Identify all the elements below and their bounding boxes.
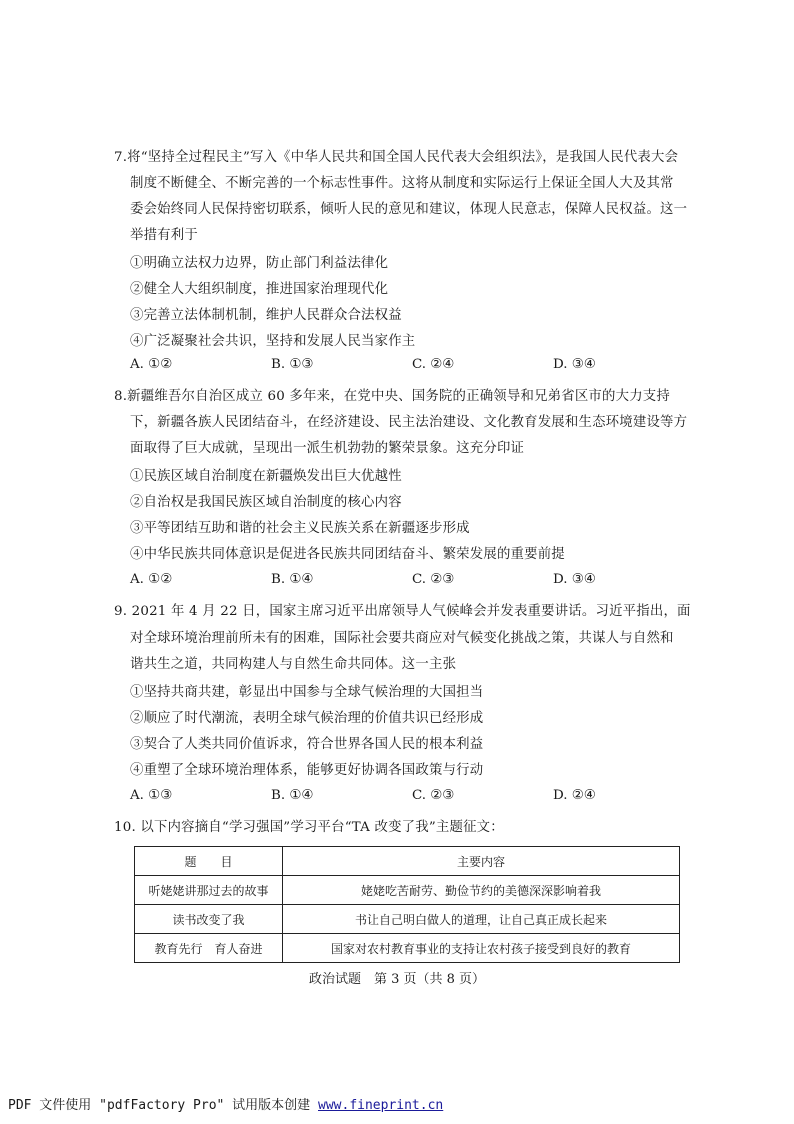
pdf-note-text: PDF 文件使用 "pdfFactory Pro" 试用版本创建 (8, 1098, 319, 1113)
question-10-intro: 10. 以下内容摘自“学习强国”学习平台“TA 改变了我”主题征文： (114, 820, 504, 835)
table-cell-title: 听姥姥讲那过去的故事 (135, 876, 283, 905)
essay-topics-table (134, 846, 680, 963)
question-7-stem-line: 委会始终同人民保持密切联系，倾听人民的意见和建议，体现人民意志，保障人民权益。这一 (130, 202, 688, 217)
question-7-stem-line: 7.将“坚持全过程民主”写入《中华人民共和国全国人民代表大会组织法》，是我国人民代表大会 (114, 150, 679, 165)
table-row (135, 876, 680, 905)
table-header-row (135, 847, 680, 876)
question-8-statement: ③平等团结互助和谐的社会主义民族关系在新疆逐步形成 (130, 521, 470, 536)
question-8-statement: ②自治权是我国民族区域自治制度的核心内容 (130, 495, 402, 510)
question-8-stem-line: 下，新疆各族人民团结奋斗，在经济建设、民主法治建设、文化教育发展和生态环境建设等方 (130, 415, 688, 430)
question-7-stem-line: 制度不断健全、不断完善的一个标志性事件。这将从制度和实际运行上保证全国人大及其常 (130, 176, 674, 191)
question-8-stem-line: 面取得了巨大成就，呈现出一派生机勃勃的繁荣景象。这充分印证 (130, 441, 525, 456)
option-b[interactable]: B. ①④ (271, 788, 314, 803)
table-row (135, 934, 680, 963)
page-footer: 政治试题 第 3 页（共 8 页） (308, 972, 486, 987)
option-b[interactable]: B. ①③ (271, 357, 314, 372)
question-7-statement: ①明确立法权力边界，防止部门利益法律化 (130, 256, 389, 271)
option-b[interactable]: B. ①④ (271, 572, 314, 587)
fineprint-link[interactable]: www.fineprint.cn (318, 1098, 444, 1113)
question-9-statement: ①坚持共商共建，彰显出中国参与全球气候治理的大国担当 (130, 685, 484, 700)
table-cell-title: 教育先行 育人奋进 (135, 934, 283, 963)
option-c[interactable]: C. ②③ (412, 572, 455, 587)
question-9-stem-line: 对全球环境治理前所未有的困难，国际社会要共商应对气候变化挑战之策，共谋人与自然和 (130, 631, 674, 646)
option-c[interactable]: C. ②③ (412, 788, 455, 803)
table-cell-content: 国家对农村教育事业的支持让农村孩子接受到良好的教育 (283, 934, 680, 963)
question-9-statement: ③契合了人类共同价值诉求，符合世界各国人民的根本利益 (130, 737, 484, 752)
question-7-statement: ④广泛凝聚社会共识，坚持和发展人民当家作主 (130, 334, 416, 349)
question-8-statement: ④中华民族共同体意识是促进各民族共同团结奋斗、繁荣发展的重要前提 (130, 547, 565, 562)
table-row (135, 905, 680, 934)
question-7-statement: ③完善立法体制机制，维护人民群众合法权益 (130, 308, 402, 323)
option-c[interactable]: C. ②④ (412, 357, 455, 372)
option-a[interactable]: A. ①② (130, 357, 173, 372)
option-d[interactable]: D. ③④ (553, 357, 596, 372)
table-cell-title: 读书改变了我 (135, 905, 283, 934)
question-7-stem-line: 举措有利于 (130, 228, 198, 243)
question-8-statement: ①民族区域自治制度在新疆焕发出巨大优越性 (130, 469, 402, 484)
question-9-statement: ②顺应了时代潮流，表明全球气候治理的价值共识已经形成 (130, 711, 484, 726)
table-cell-content: 姥姥吃苦耐劳、勤俭节约的美德深深影响着我 (283, 876, 680, 905)
table-header-cell: 题 目 (135, 847, 283, 876)
option-a[interactable]: A. ①③ (130, 788, 173, 803)
question-7-statement: ②健全人大组织制度，推进国家治理现代化 (130, 282, 389, 297)
question-9-stem-line: 谐共生之道，共同构建人与自然生命共同体。这一主张 (130, 657, 457, 672)
option-d[interactable]: D. ②④ (553, 788, 596, 803)
question-9-stem-line: 9. 2021 年 4 月 22 日，国家主席习近平出席领导人气候峰会并发表重要讲话。习近平指出，面 (114, 604, 691, 619)
question-9-statement: ④重塑了全球环境治理体系，能够更好协调各国政策与行动 (130, 763, 484, 778)
table-header-cell: 主要内容 (283, 847, 680, 876)
pdf-creator-note (8, 1094, 443, 1113)
table-cell-content: 书让自己明白做人的道理，让自己真正成长起来 (283, 905, 680, 934)
question-8-stem-line: 8.新疆维吾尔自治区成立 60 多年来，在党中央、国务院的正确领导和兄弟省区市的大力支持 (114, 389, 670, 404)
option-d[interactable]: D. ③④ (553, 572, 596, 587)
option-a[interactable]: A. ①② (130, 572, 173, 587)
